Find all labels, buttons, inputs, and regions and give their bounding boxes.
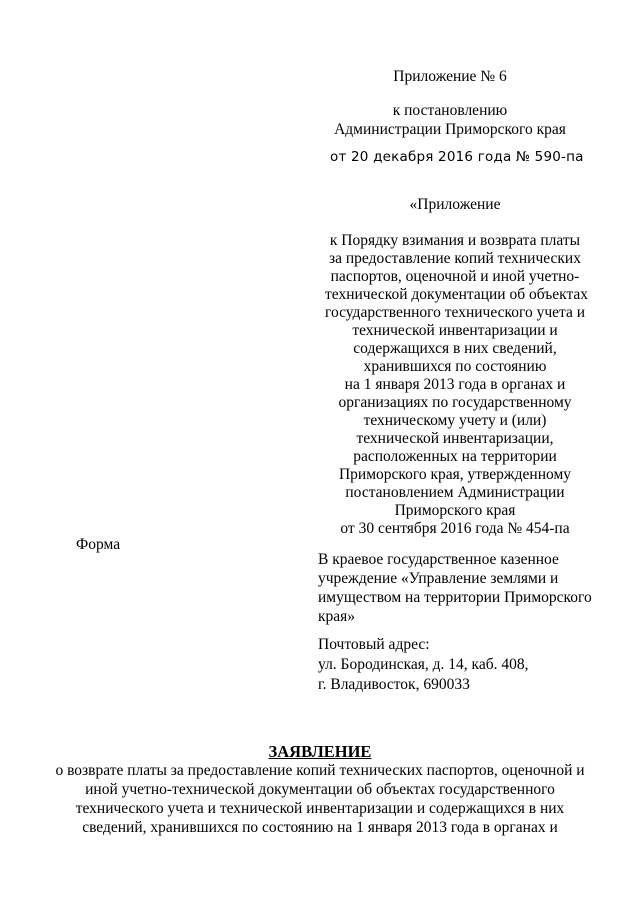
appendix-line: организациях по государственному	[338, 394, 572, 411]
appendix-line: технической инвентаризации,	[356, 430, 554, 447]
statement-line: сведений, хранившихся по состоянию на 1 января 2013 года в органах и	[82, 819, 558, 836]
addressee-line: учреждение «Управление землями и	[318, 570, 559, 587]
appendix-line: Приморского края	[394, 502, 516, 519]
postal-street: ул. Бородинская, д. 14, каб. 408,	[318, 656, 529, 673]
statement-line: технического учета и технической инвентаризации и содержащихся в них	[75, 800, 565, 817]
appendix-line: содержащихся в них сведений,	[353, 340, 557, 357]
appendix-line: техническому учету и (или)	[363, 412, 547, 429]
statement-line: иной учетно-технической документации об объектах государственного	[85, 781, 555, 798]
appendix-line: паспортов, оценочной и иной учетно-	[330, 268, 580, 285]
appendix-line: от 30 сентября 2016 года № 454-па	[340, 520, 570, 537]
appendix-line: за предоставление копий технических	[329, 250, 581, 267]
addressee-line: края»	[318, 608, 356, 625]
appendix-line: расположенных на территории	[353, 448, 557, 465]
administration-name: Администрации Приморского края	[334, 121, 566, 138]
appendix-line: хранившихся по состоянию	[363, 358, 547, 375]
to-resolution: к постановлению	[392, 102, 508, 119]
postal-label: Почтовый адрес:	[318, 636, 430, 653]
statement-title: ЗАЯВЛЕНИЕ	[268, 742, 372, 761]
appendix-number: Приложение № 6	[393, 68, 507, 85]
addressee-line: В краевое государственное казенное	[318, 551, 559, 568]
appendix-line: к Порядку взимания и возврата платы	[329, 232, 581, 249]
appendix-line: Приморского края, утвержденному	[338, 466, 571, 483]
appendix-line: технической документации об объектах	[325, 286, 589, 303]
addressee-line: имуществом на территории Приморского	[318, 589, 592, 606]
statement-block	[20, 742, 620, 838]
statement-line: о возврате платы за предоставление копий технических паспортов, оценочной и	[55, 762, 585, 779]
appendix-title: «Приложение	[409, 196, 501, 213]
postal-address	[318, 636, 618, 696]
appendix-line: технической инвентаризации и	[352, 322, 558, 339]
resolution-date-number: от 20 декабря 2016 года № 590-па	[330, 149, 584, 165]
appendix-line: на 1 января 2013 года в органах и	[344, 376, 566, 393]
postal-city: г. Владивосток, 690033	[318, 676, 470, 693]
appendix-header	[330, 68, 584, 165]
appendix-block	[325, 196, 589, 538]
appendix-line: постановлением Администрации	[345, 484, 565, 501]
addressee-block	[318, 551, 618, 627]
appendix-line: государственного технического учета и	[325, 304, 586, 321]
form-label: Форма	[76, 536, 121, 553]
